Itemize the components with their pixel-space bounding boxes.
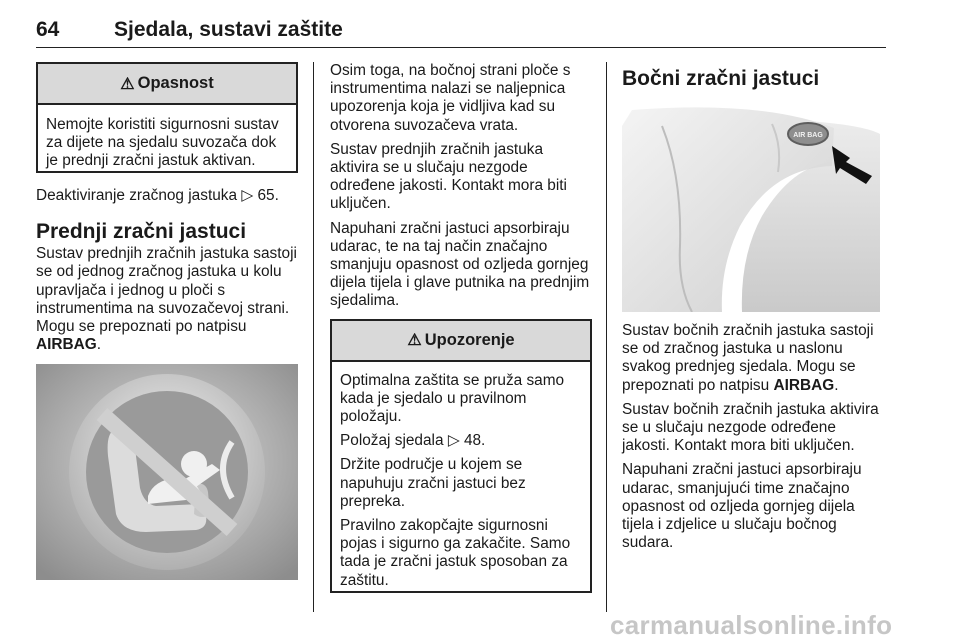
warning-text-obstacles: Držite područje u kojem se napuhuju zračni jastuci bez prepreka. <box>340 456 526 510</box>
warning-triangle-icon: ⚠ <box>120 75 135 93</box>
watermark: carmanualsonline.info <box>610 610 893 640</box>
airbag-word: AIRBAG <box>773 376 835 394</box>
deactivation-paragraph <box>36 187 298 205</box>
side-airbag-seat-illustration <box>622 106 884 312</box>
warning-text-seatbelt: Pravilno zakopčajte sigurnosni pojas i sigurno ga zakačite. Samo tada je zračni jastuk sposoban za zaštitu. <box>340 517 571 589</box>
side-activation-paragraph: Sustav bočnih zračnih jastuka aktivira se u slučaju nezgode određene jakosti. Kontakt mora biti uključen. <box>622 400 879 455</box>
sticker-paragraph: Osim toga, na bočnoj strani ploče s instrumentima nalazi se naljepnica upozorenja koja je vidljiva kad su otvorena suvozačeva vrata. <box>330 62 571 134</box>
danger-box <box>36 62 298 173</box>
side-airbags-text: Sustav bočnih zračnih jastuka sastoji se od zračnog jastuka u naslonu svakog prednjeg sjedala. Mogu se prepoznati po natpisu <box>622 322 874 394</box>
column-divider <box>313 62 314 612</box>
warning-text-seat-position: Optimalna zaštita se pruža samo kada je sjedalo u pravilnom položaju. <box>340 371 565 426</box>
front-airbags-paragraph: Sustav prednjih zračnih jastuka sastoji se od jednog zračnog jastuka u kolu upravljača i jednog u ploči s instrumentima na suvozačevoj strani. Mogu se prepoznati po natpisu AIRBAG. <box>36 245 297 354</box>
warning-box <box>330 319 592 593</box>
warning-seat-ref-paragraph <box>340 432 582 450</box>
danger-box-text: Nemojte koristiti sigurnosni sustav za dijete na sjedalu suvozača dok je prednji zračni jastuk aktivan. <box>46 116 279 170</box>
deactivation-ref: 65. <box>257 187 279 204</box>
warning-triangle-icon: ⚠ <box>407 332 422 350</box>
page-ref-arrow-icon: ▷ <box>447 432 460 450</box>
protection-paragraph: Napuhani zračni jastuci apsorbiraju udarac, te na taj način značajno smanjuju opasnost od ozljeda gornjeg dijela tijela i glave putnika na prednjim sjedalima. <box>330 219 590 310</box>
no-child-seat-sign-icon <box>36 364 298 580</box>
side-airbag-seat-figure <box>622 106 884 312</box>
side-airbags-heading: Bočni zračni jastuci <box>622 67 820 90</box>
column-divider <box>606 62 607 612</box>
side-protection-paragraph: Napuhani zračni jastuci apsorbiraju udarac, smanjujući time značajno opasnost od ozljeda gornjeg dijela tijela i zdjelice u slučaju bočnog sudara. <box>622 461 862 552</box>
running-title: Sjedala, sustavi zaštite <box>114 18 343 41</box>
column-middle <box>330 62 592 593</box>
danger-box-title: Opasnost <box>137 74 214 92</box>
deactivation-text: Deaktiviranje zračnog jastuka <box>36 187 238 204</box>
column-right <box>622 62 886 558</box>
page-number: 64 <box>36 18 60 41</box>
warning-box-header <box>332 321 590 362</box>
activation-paragraph: Sustav prednjih zračnih jastuka aktivira se u slučaju nezgode određene jakosti. Kontakt mora biti uključen. <box>330 140 567 213</box>
no-child-seat-figure <box>36 364 298 580</box>
page-ref-arrow-icon: ▷ <box>241 187 254 204</box>
danger-box-header <box>38 64 296 105</box>
warning-seat-ref-text: Položaj sjedala <box>340 432 444 450</box>
front-airbags-text: Sustav prednjih zračnih jastuka sastoji se od jednog zračnog jastuka u kolu upravljača i jednog u ploči s instrumentima na suvozačevoj strani. Mogu se prepoznati po natpisu <box>36 245 297 336</box>
airbag-badge-label: AIR BAG <box>793 132 823 139</box>
warning-box-title: Upozorenje <box>424 330 515 349</box>
side-airbags-paragraph: Sustav bočnih zračnih jastuka sastoji se od zračnog jastuka u naslonu svakog prednjeg sjedala. Mogu se prepoznati po natpisu AIRBAG. <box>622 322 874 394</box>
airbag-word: AIRBAG <box>36 336 97 354</box>
page-header <box>36 14 886 48</box>
warning-seat-ref: 48. <box>463 432 486 450</box>
column-left <box>36 62 298 580</box>
front-airbags-heading: Prednji zračni jastuci <box>36 220 247 244</box>
